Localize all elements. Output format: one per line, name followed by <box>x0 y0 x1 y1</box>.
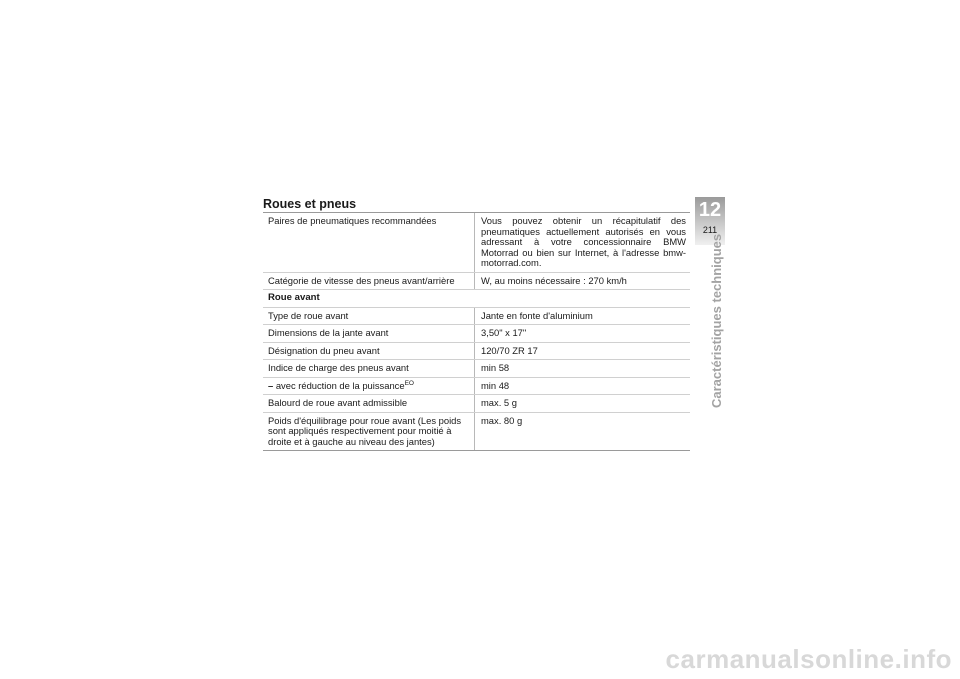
row-value: Jante en fonte d'aluminium <box>481 309 593 321</box>
row-label: Poids d'équilibrage pour roue avant (Les poids sont appliqués respectivement pour moitié à droite et à gauche au niveau des jantes) <box>263 413 475 451</box>
row-label-sub <box>263 378 475 395</box>
table-row <box>263 343 690 361</box>
row-value: Vous pouvez obtenir un récapitulatif des pneumatiques actuellement autorisés en vous adressant à votre concessionnaire BMW Motorrad ou bien sur Internet, à l'adresse bmw-motorrad.com. <box>481 215 686 268</box>
row-value: min 58 <box>481 362 510 373</box>
table-row <box>263 360 690 378</box>
table-row <box>263 273 690 291</box>
row-label: Désignation du pneu avant <box>263 343 475 360</box>
wheels-tires-spec-table <box>263 212 690 451</box>
table-row <box>263 213 690 273</box>
section-title: Roues et pneus <box>263 197 357 211</box>
chapter-title-vertical: Caractéristiques techniques <box>709 233 724 408</box>
group-header-front-wheel: Roue avant <box>268 292 320 303</box>
row-label: Balourd de roue avant admissible <box>263 395 475 412</box>
watermark: carmanualsonline.info <box>665 644 952 674</box>
row-value: 3,50" x 17" <box>481 327 527 338</box>
row-value: min 48 <box>481 379 510 391</box>
sub-item-dash: – <box>268 379 274 391</box>
row-label: Paires de pneumatiques recommandées <box>263 213 475 272</box>
chapter-number: 12 <box>698 199 722 221</box>
option-superscript: EO <box>404 379 414 387</box>
sub-item-text: avec réduction de la puissance <box>275 379 405 391</box>
row-value: 120/70 ZR 17 <box>481 344 538 356</box>
row-value: W, au moins nécessaire : 270 km/h <box>481 274 627 286</box>
table-row <box>263 395 690 413</box>
table-row <box>263 413 690 452</box>
row-value: max. 5 g <box>481 397 517 408</box>
group-header-row <box>263 290 690 308</box>
table-row <box>263 308 690 326</box>
page-number: 211 <box>702 225 718 235</box>
table-row <box>263 325 690 343</box>
row-label: Type de roue avant <box>263 308 475 325</box>
row-label: Indice de charge des pneus avant <box>263 360 475 377</box>
row-label: Dimensions de la jante avant <box>263 325 475 342</box>
table-row <box>263 378 690 396</box>
row-value: max. 80 g <box>481 414 523 426</box>
row-label: Catégorie de vitesse des pneus avant/arrière <box>263 273 475 290</box>
